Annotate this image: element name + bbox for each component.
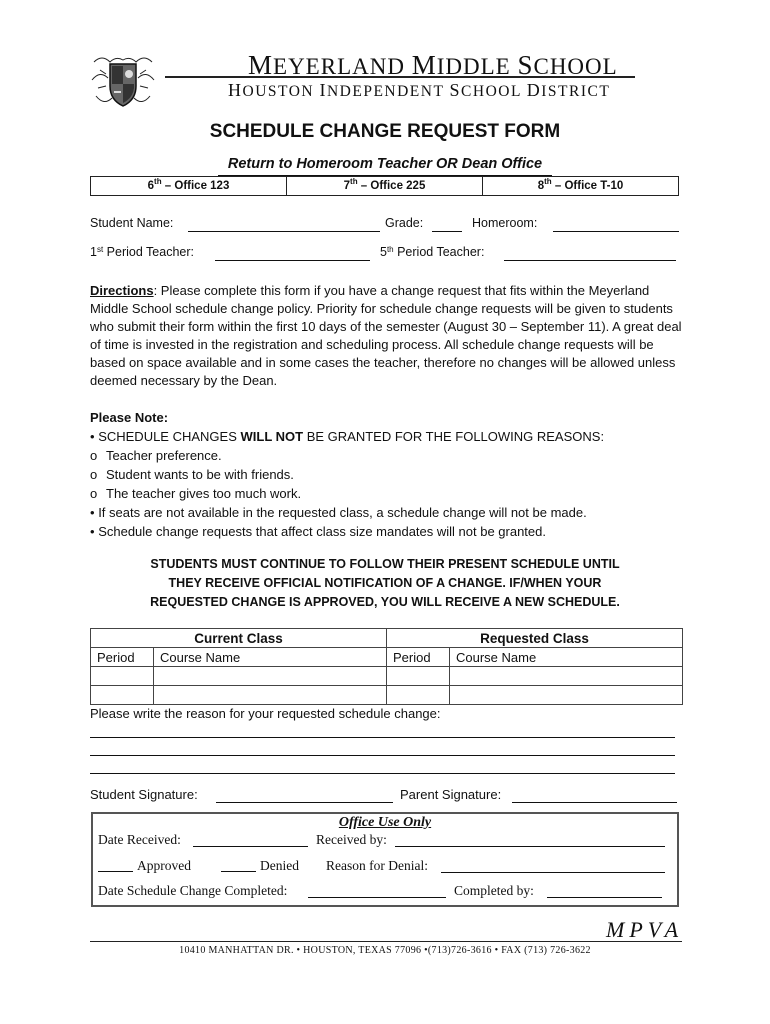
note-item-too-much-work: o The teacher gives too much work. <box>90 486 302 501</box>
footer-address: 10410 MANHATTAN DR. • HOUSTON, TEXAS 77096 •(713)726-3616 • FAX (713) 726-3622 <box>179 945 591 956</box>
requested-period-header: Period <box>387 648 450 667</box>
fifth-period-teacher-label: 5th Period Teacher: <box>380 245 485 259</box>
student-name-label: Student Name: <box>90 216 174 230</box>
reason-for-denial-label: Reason for Denial: <box>326 858 428 873</box>
grade-field[interactable] <box>432 218 462 232</box>
note-item-friends: o Student wants to be with friends. <box>90 467 294 482</box>
received-by-label: Received by: <box>316 832 387 847</box>
denied-label: Denied <box>260 858 299 873</box>
current-class-header: Current Class <box>91 629 387 648</box>
current-course-cell[interactable] <box>154 667 387 686</box>
offices-table <box>90 176 679 196</box>
date-received-label: Date Received: <box>98 832 181 847</box>
table-row <box>91 667 683 686</box>
homeroom-label: Homeroom: <box>472 216 538 230</box>
completed-by-label: Completed by: <box>454 883 534 898</box>
directions-label: Directions <box>90 283 154 298</box>
office-grade-6: 6th – Office 123 <box>147 177 230 192</box>
form-title: SCHEDULE CHANGE REQUEST FORM <box>209 121 561 142</box>
student-signature-field[interactable] <box>216 789 393 803</box>
requested-class-header: Requested Class <box>387 629 683 648</box>
fifth-period-teacher-field[interactable] <box>504 247 676 261</box>
date-completed-field[interactable] <box>308 884 446 898</box>
student-signature-label: Student Signature: <box>90 787 198 802</box>
note-item-teacher-preference: o Teacher preference. <box>90 448 222 463</box>
schedule-warning <box>90 555 680 612</box>
requested-course-cell[interactable] <box>450 686 683 705</box>
requested-course-header: Course Name <box>450 648 683 667</box>
header-rule <box>165 76 635 78</box>
date-completed-label: Date Schedule Change Completed: <box>98 883 288 898</box>
class-change-table <box>90 628 683 705</box>
reason-line-3[interactable] <box>90 773 675 774</box>
warning-line-1: STUDENTS MUST CONTINUE TO FOLLOW THEIR PRESENT SCHEDULE UNTIL <box>150 557 620 571</box>
return-instruction: Return to Homeroom Teacher OR Dean Office <box>227 156 543 172</box>
reason-line-1[interactable] <box>90 737 675 738</box>
note-line-class-size: • Schedule change requests that affect class size mandates will not be granted. <box>90 524 546 539</box>
warning-line-3: REQUESTED CHANGE IS APPROVED, YOU WILL RECEIVE A NEW SCHEDULE. <box>150 595 620 609</box>
parent-signature-label: Parent Signature: <box>400 787 502 802</box>
directions-paragraph <box>90 282 682 390</box>
reason-line-2[interactable] <box>90 755 675 756</box>
school-crest-logo <box>90 50 156 110</box>
mpva-mark: MPVA <box>606 917 684 942</box>
office-grade-8: 8th – Office T-10 <box>482 177 678 195</box>
note-line-seats: • If seats are not available in the requested class, a schedule change will not be made. <box>90 505 587 520</box>
current-period-cell[interactable] <box>91 686 154 705</box>
current-course-header: Course Name <box>154 648 387 667</box>
received-by-field[interactable] <box>395 833 665 847</box>
office-use-title: Office Use Only <box>338 815 432 830</box>
table-row <box>91 686 683 705</box>
denied-field[interactable] <box>221 858 256 872</box>
warning-line-2: THEY RECEIVE OFFICIAL NOTIFICATION OF A CHANGE. IF/WHEN YOUR <box>168 576 602 590</box>
student-name-field[interactable] <box>188 218 380 232</box>
note-line-reasons: • SCHEDULE CHANGES WILL NOT BE GRANTED FOR THE FOLLOWING REASONS: <box>90 429 605 444</box>
school-name: MEYERLAND MIDDLE SCHOOL <box>248 50 618 80</box>
current-course-cell[interactable] <box>154 686 387 705</box>
requested-period-cell[interactable] <box>387 686 450 705</box>
grade-label: Grade: <box>385 216 424 230</box>
reason-for-denial-field[interactable] <box>441 859 665 873</box>
current-period-cell[interactable] <box>91 667 154 686</box>
requested-course-cell[interactable] <box>450 667 683 686</box>
homeroom-field[interactable] <box>553 218 679 232</box>
office-grade-7: 7th – Office 225 <box>286 177 482 195</box>
directions-text: : Please complete this form if you have a change request that fits within the Meyerland Middle School schedule change policy. Priority for schedule change requests will be given to students who submit their form within the first 10 days of the semester (August 30 – September 11). A great deal of time is invested in the registration and scheduling process. All schedule change requests will be based on space available and in some cases the teacher, therefore no changes will be allowed unless deemed necessary by the Dean. <box>90 283 682 388</box>
current-period-header: Period <box>91 648 154 667</box>
completed-by-field[interactable] <box>547 884 662 898</box>
requested-period-cell[interactable] <box>387 667 450 686</box>
date-received-field[interactable] <box>193 833 308 847</box>
approved-label: Approved <box>137 858 191 873</box>
please-note-block <box>90 408 690 541</box>
district-name: HOUSTON INDEPENDENT SCHOOL DISTRICT <box>228 80 611 100</box>
first-period-teacher-label: 1st Period Teacher: <box>90 245 194 259</box>
please-note-title: Please Note: <box>90 410 169 425</box>
parent-signature-field[interactable] <box>512 789 677 803</box>
footer-rule <box>90 941 682 942</box>
approved-field[interactable] <box>98 858 133 872</box>
first-period-teacher-field[interactable] <box>215 247 370 261</box>
reason-label: Please write the reason for your requested schedule change: <box>90 706 441 721</box>
